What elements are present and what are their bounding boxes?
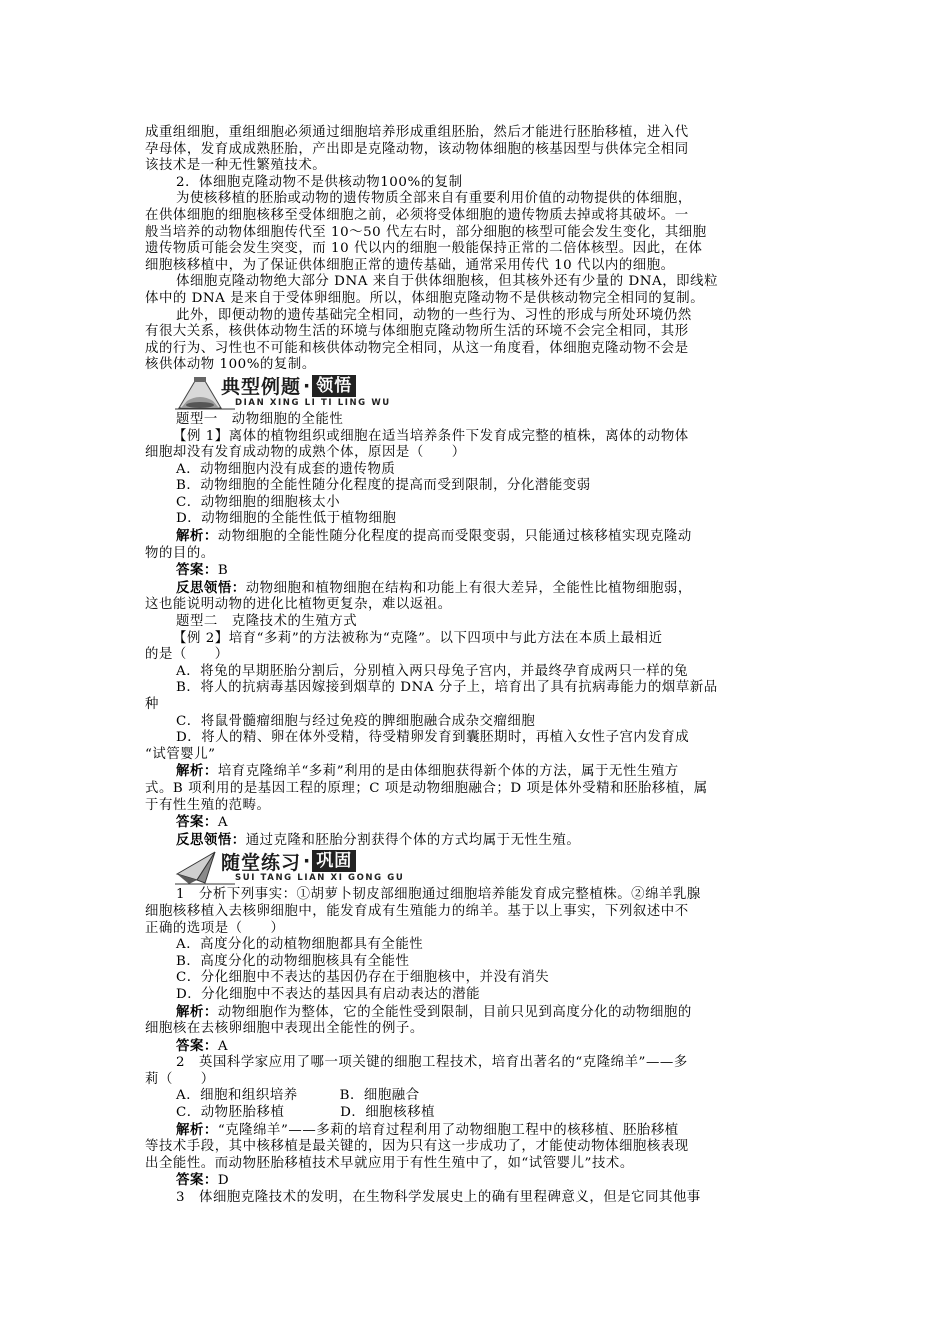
text-line: 在供体细胞的细胞核移至受体细胞之前，必须将受体细胞的遗传物质去掉或将其破坏。一 xyxy=(145,207,689,223)
text-line: 成的行为、习性也不可能和核供体动物完全相同，从这一角度看，体细胞克隆动物不会是 xyxy=(145,340,689,356)
option-d: D．将人的精、卵在体外受精，待受精卵发育到囊胚期时，再植入女性子宫内发育成 xyxy=(176,730,690,746)
answer xyxy=(145,814,807,832)
section-heading: 2．体细胞克隆动物不是供核动物100%的复制 xyxy=(176,174,463,190)
text-line: 体中的 DNA 是来自于受体卵细胞。所以，体细胞克隆动物不是供核动物完全相同的复制。 xyxy=(145,290,705,306)
reflection-text: 动物细胞和植物细胞在结构和功能上有很大差异，全能性比植物细胞弱， xyxy=(245,580,692,596)
analysis-text: 细胞核在去核卵细胞中表现出全能性的例子。 xyxy=(145,1021,424,1037)
analysis-label: 解析： xyxy=(176,1121,218,1138)
practice-question: 莉（ ） xyxy=(145,1071,215,1087)
banner-title xyxy=(221,375,356,397)
practice-question: 2 英国科学家应用了哪一项关键的细胞工程技术，培育出著名的“克隆绵羊”——多 xyxy=(176,1055,688,1071)
analysis xyxy=(145,1122,807,1140)
text-line: 体细胞克隆动物绝大部分 DNA 来自于供体细胞核，但其核外还有少量的 DNA，即线粒 xyxy=(176,274,719,290)
option-d: D．动物细胞的全能性低于植物细胞 xyxy=(176,511,397,527)
banner-title-main: 典型例题 xyxy=(221,376,302,399)
banner-title-box: 领悟 xyxy=(312,375,356,397)
text-line: 般当培养的动物体细胞传代至 10～50 代左右时，部分细胞的核型可能会发生变化，其细胞 xyxy=(145,224,707,240)
section-banner-typical-examples xyxy=(175,375,807,411)
practice-question: 正确的选项是（ ） xyxy=(145,920,285,936)
analysis xyxy=(145,1004,807,1022)
answer xyxy=(145,562,807,580)
analysis-text: 等技术手段，其中核移植是最关键的，因为只有这一步成功了，才能使动物体细胞核表现 xyxy=(145,1139,689,1155)
banner-pinyin: SUI TANG LIAN XI GONG GU xyxy=(235,873,405,884)
option-b: B．将人的抗病毒基因嫁接到烟草的 DNA 分子上，培育出了具有抗病毒能力的烟草新品 xyxy=(176,680,718,696)
options-cd: C．动物胚胎移植 D．细胞核移植 xyxy=(176,1105,436,1121)
banner-title xyxy=(221,850,356,872)
answer-value: A xyxy=(217,815,229,831)
reflection-text: 通过克隆和胚胎分割获得个体的方式均属于无性生殖。 xyxy=(245,832,581,848)
option-c: C．将鼠骨髓瘤细胞与经过免疫的脾细胞融合成杂交瘤细胞 xyxy=(176,713,536,729)
options-ab: A．细胞和组织培养 B．细胞融合 xyxy=(176,1088,420,1104)
answer-value: D xyxy=(217,1173,230,1189)
analysis-text: 式。B 项利用的是基因工程的原理；C 项是动物细胞融合；D 项是体外受精和胚胎移植，属 xyxy=(145,780,708,796)
banner-title-main: 随堂练习 xyxy=(221,851,302,874)
answer-label: 答案： xyxy=(176,562,218,579)
text-line: 遗传物质可能会发生突变，而 10 代以内的细胞一般能保持正常的二倍体核型。因此，在体 xyxy=(145,241,703,257)
analysis-label: 解析： xyxy=(176,528,218,545)
answer-label: 答案： xyxy=(176,1037,218,1054)
answer-label: 答案： xyxy=(176,1172,218,1189)
reflection-text: 这也能说明动物的进化比植物更复杂，难以返祖。 xyxy=(145,597,452,613)
text-line: 成重组细胞，重组细胞必须通过细胞培养形成重组胚胎，然后才能进行胚胎移植，进入代 xyxy=(145,125,689,140)
banner-title-dot: · xyxy=(303,374,311,397)
document-page xyxy=(145,125,807,1207)
analysis-label: 解析： xyxy=(176,1003,218,1020)
answer-label: 答案： xyxy=(176,814,218,831)
option-c: C．动物细胞的细胞核太小 xyxy=(176,494,341,510)
text-line: 该技术是一种无性繁殖技术。 xyxy=(145,158,327,174)
analysis-text: 动物细胞的全能性随分化程度的提高而受限变弱，只能通过核移植实现克隆动 xyxy=(217,529,692,545)
option-b: B．动物细胞的全能性随分化程度的提高而受到限制，分化潜能变弱 xyxy=(176,478,591,494)
analysis xyxy=(145,763,807,781)
analysis-text: 动物细胞作为整体，它的全能性受到限制，目前只见到高度分化的动物细胞的 xyxy=(217,1004,692,1020)
example-question: 的是（ ） xyxy=(145,647,229,663)
question-type-heading: 题型一 动物细胞的全能性 xyxy=(176,411,344,427)
text-line: 孕母体，发育成成熟胚胎，产出即是克隆动物，该动物体细胞的核基因型与供体完全相同 xyxy=(145,141,689,157)
option-a: A．将兔的早期胚胎分割后，分别植入两只母兔子宫内，并最终孕育成两只一样的兔 xyxy=(176,663,689,679)
example-question: 【例 2】培育“多莉”的方法被称为“克隆”。以下四项中与此方法在本质上最相近 xyxy=(173,630,663,646)
option-d: “试管婴儿” xyxy=(145,746,216,762)
reflection-label: 反思领悟： xyxy=(176,579,246,596)
banner-title-box: 巩固 xyxy=(312,850,356,872)
text-line: 有很大关系，核供体动物生活的环境与体细胞克隆动物所生活的环境不会完全相同，其形 xyxy=(145,324,689,340)
banner-title-dot: · xyxy=(303,850,311,873)
text-line: 核供体动物 100%的复制。 xyxy=(145,357,316,373)
analysis-text: 于有性生殖的范畴。 xyxy=(145,797,271,813)
option-d: D．分化细胞中不表达的基因具有启动表达的潜能 xyxy=(176,986,481,1002)
text-line: 此外，即便动物的遗传基础完全相同，动物的一些行为、习性的形成与所处环境仍然 xyxy=(176,307,692,323)
section-banner-practice xyxy=(175,850,807,886)
practice-question: 3 体细胞克隆技术的发明，在生物科学发展史上的确有里程碑意义，但是它同其他事 xyxy=(176,1190,701,1206)
analysis xyxy=(145,528,807,546)
analysis-text: “克隆绵羊”——多莉的培育过程利用了动物细胞工程中的核移植、胚胎移植 xyxy=(217,1122,679,1138)
question-type-heading: 题型二 克隆技术的生殖方式 xyxy=(176,614,358,630)
analysis-text: 出全能性。而动物胚胎移植技术早就应用于有性生殖中了，如“试管婴儿”技术。 xyxy=(145,1155,634,1171)
reflection-label: 反思领悟： xyxy=(176,831,246,848)
banner-pinyin: DIAN XING LI TI LING WU xyxy=(235,397,391,408)
reflection xyxy=(145,832,807,850)
option-a: A．动物细胞内没有成套的遗传物质 xyxy=(176,461,396,477)
option-c: C．分化细胞中不表达的基因仍存在于细胞核中，并没有消失 xyxy=(176,970,550,986)
option-a: A．高度分化的动植物细胞都具有全能性 xyxy=(176,937,424,953)
option-b: B．高度分化的动物细胞核具有全能性 xyxy=(176,953,410,969)
option-b: 种 xyxy=(145,697,159,712)
analysis-text: 培育克隆绵羊“多莉”利用的是由体细胞获得新个体的方法，属于无性生殖方 xyxy=(217,764,679,780)
answer-value: B xyxy=(217,563,229,579)
text-line: 细胞核移植中，为了保证供体细胞正常的遗传基础，通常采用传代 10 代以内的细胞。 xyxy=(145,257,675,273)
reflection xyxy=(145,580,807,598)
analysis-text: 物的目的。 xyxy=(145,545,215,561)
text-line: 为使核移植的胚胎或动物的遗传物质全部来自有重要利用价值的动物提供的体细胞， xyxy=(176,191,692,207)
practice-question: 1 分析下列事实：①胡萝卜韧皮部细胞通过细胞培养能发育成完整植株。②绵羊乳腺 xyxy=(176,887,701,903)
analysis-label: 解析： xyxy=(176,763,218,780)
example-question: 细胞却没有发育成动物的成熟个体，原因是（ ） xyxy=(145,445,466,461)
practice-question: 细胞核移植入去核卵细胞中，能发育成有生殖能力的绵羊。基于以上事实，下列叙述中不 xyxy=(145,903,689,919)
answer-value: A xyxy=(217,1038,229,1054)
answer xyxy=(145,1038,807,1056)
answer xyxy=(145,1172,807,1190)
example-question: 【例 1】离体的植物组织或细胞在适当培养条件下发育成完整的植株，离体的动物体 xyxy=(173,428,689,444)
